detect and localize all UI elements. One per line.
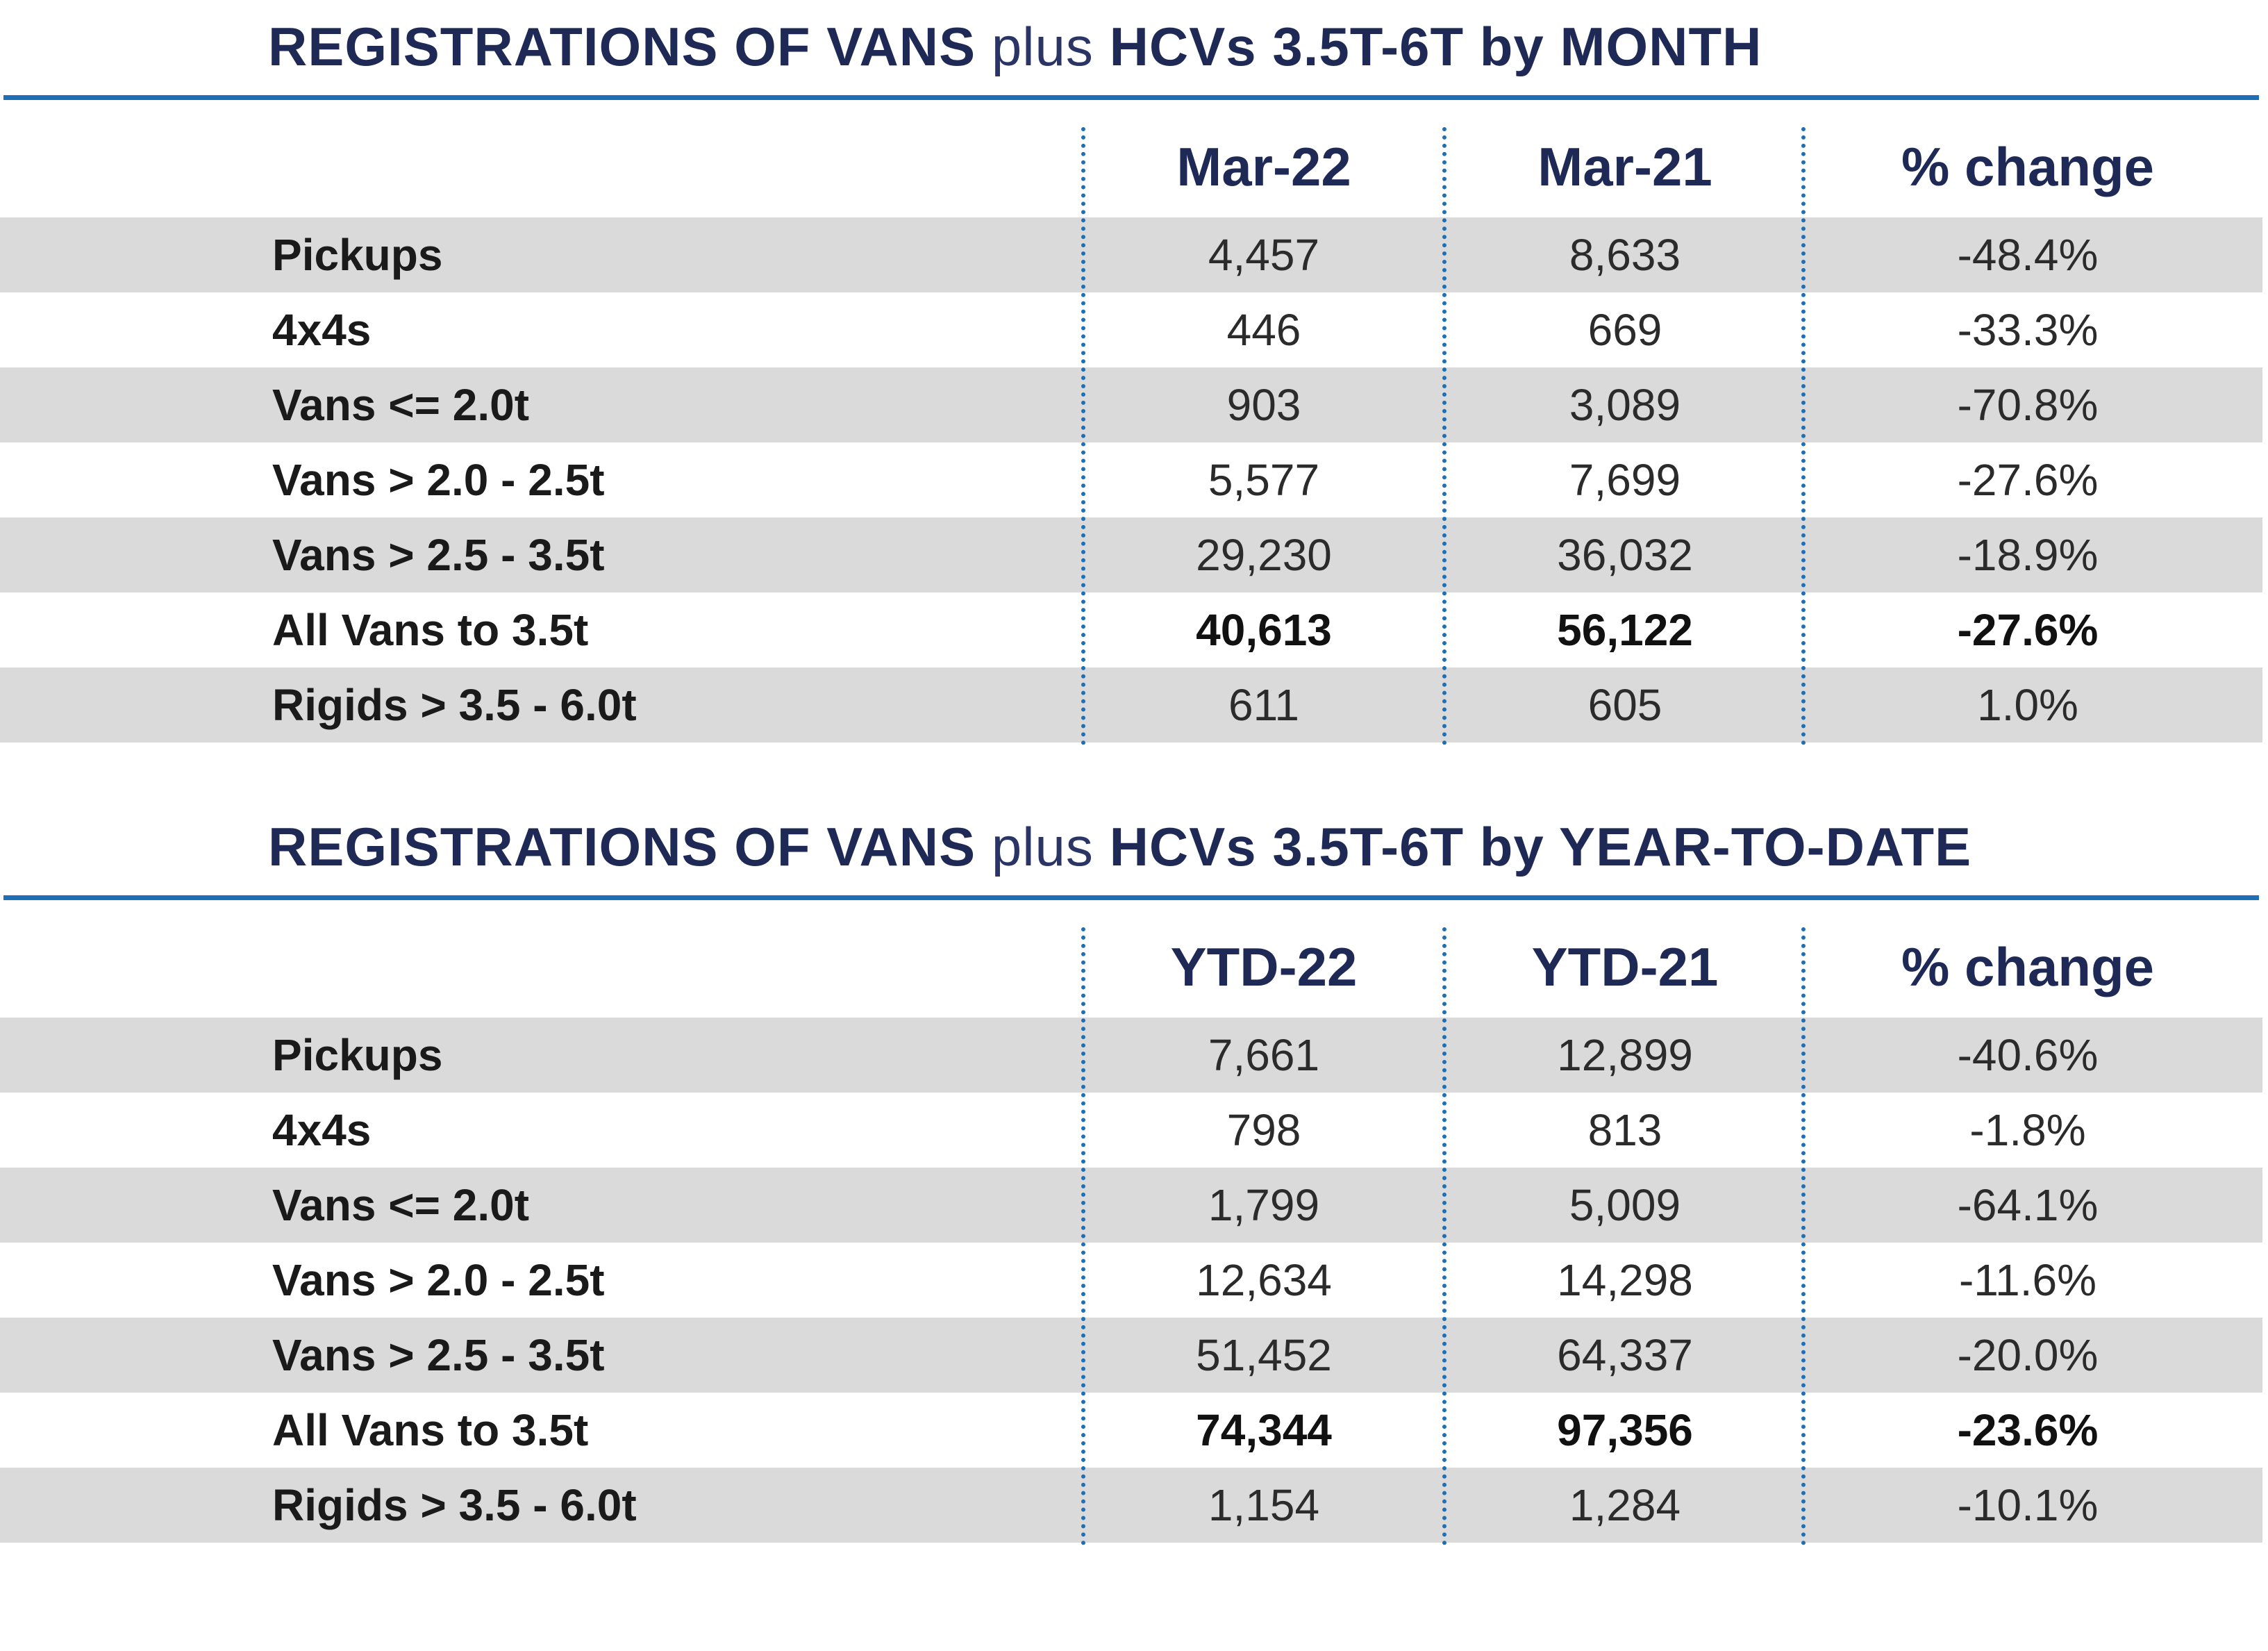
column-header-current: YTD-22 bbox=[1170, 936, 1358, 997]
value-previous: 3,089 bbox=[1569, 380, 1681, 430]
value-previous: 605 bbox=[1587, 680, 1662, 730]
value-change: 1.0% bbox=[1977, 680, 2078, 730]
column-divider bbox=[1442, 927, 1446, 1545]
value-current: 40,613 bbox=[1196, 605, 1332, 655]
value-previous: 12,899 bbox=[1557, 1030, 1693, 1080]
value-change: -11.6% bbox=[1958, 1255, 2097, 1305]
value-current: 611 bbox=[1228, 680, 1300, 730]
value-previous: 1,284 bbox=[1569, 1480, 1681, 1530]
value-change: -18.9% bbox=[1957, 530, 2099, 580]
table-row bbox=[0, 1468, 2262, 1543]
value-change: -27.6% bbox=[1957, 455, 2099, 505]
ytd-table-title bbox=[268, 815, 1971, 878]
row-label: Vans > 2.5 - 3.5t bbox=[272, 1330, 605, 1380]
value-previous: 813 bbox=[1587, 1105, 1662, 1155]
table-row bbox=[0, 442, 2262, 517]
value-current: 29,230 bbox=[1196, 530, 1332, 580]
value-previous: 36,032 bbox=[1557, 530, 1693, 580]
table-row bbox=[0, 367, 2262, 442]
value-previous: 64,337 bbox=[1557, 1330, 1693, 1380]
value-previous: 14,298 bbox=[1557, 1255, 1693, 1305]
title-underline bbox=[3, 895, 2259, 900]
value-change: -48.4% bbox=[1957, 230, 2099, 280]
value-current: 1,799 bbox=[1208, 1180, 1320, 1230]
table-total-row bbox=[0, 592, 2262, 667]
title-light-part: plus bbox=[991, 16, 1094, 77]
column-header-row bbox=[0, 918, 2268, 1015]
row-label: Vans <= 2.0t bbox=[272, 380, 530, 430]
column-divider bbox=[1081, 127, 1085, 745]
title-bold-part-1: REGISTRATIONS OF VANS bbox=[268, 16, 976, 77]
value-current: 12,634 bbox=[1196, 1255, 1332, 1305]
value-change: -33.3% bbox=[1957, 305, 2099, 355]
value-current: 51,452 bbox=[1196, 1330, 1332, 1380]
value-change: -20.0% bbox=[1957, 1330, 2099, 1380]
title-underline bbox=[3, 95, 2259, 100]
table-row bbox=[0, 667, 2262, 742]
table-row bbox=[0, 217, 2262, 292]
value-previous: 56,122 bbox=[1557, 605, 1693, 655]
row-label: Rigids > 3.5 - 6.0t bbox=[272, 680, 637, 730]
value-current: 7,661 bbox=[1208, 1030, 1320, 1080]
column-header-current: Mar-22 bbox=[1176, 136, 1351, 197]
column-header-change: % change bbox=[1901, 136, 2155, 197]
table-row bbox=[0, 292, 2262, 367]
value-current: 5,577 bbox=[1208, 455, 1320, 505]
row-label: Vans > 2.0 - 2.5t bbox=[272, 455, 605, 505]
value-current: 798 bbox=[1226, 1105, 1301, 1155]
table-row bbox=[0, 1093, 2262, 1168]
value-current: 1,154 bbox=[1208, 1480, 1320, 1530]
value-current: 903 bbox=[1226, 380, 1301, 430]
table-body bbox=[0, 217, 2268, 742]
column-divider bbox=[1081, 927, 1085, 1545]
title-bold-part-2: HCVs 3.5T-6T by YEAR-TO-DATE bbox=[1109, 816, 1972, 877]
value-change: -27.6% bbox=[1957, 605, 2099, 655]
column-header-previous: YTD-21 bbox=[1531, 936, 1719, 997]
row-label: All Vans to 3.5t bbox=[272, 1405, 589, 1455]
month-table-title bbox=[268, 15, 1762, 78]
column-header-row bbox=[0, 118, 2268, 215]
value-previous: 669 bbox=[1587, 305, 1662, 355]
table-row bbox=[0, 1318, 2262, 1393]
value-current: 74,344 bbox=[1196, 1405, 1332, 1455]
value-change: -1.8% bbox=[1969, 1105, 2086, 1155]
value-current: 446 bbox=[1226, 305, 1301, 355]
value-change: -23.6% bbox=[1957, 1405, 2099, 1455]
row-label: All Vans to 3.5t bbox=[272, 605, 589, 655]
title-bold-part-1: REGISTRATIONS OF VANS bbox=[268, 816, 976, 877]
value-previous: 97,356 bbox=[1557, 1405, 1693, 1455]
value-previous: 8,633 bbox=[1569, 230, 1681, 280]
value-previous: 5,009 bbox=[1569, 1180, 1681, 1230]
column-header-change: % change bbox=[1901, 936, 2155, 997]
table-row bbox=[0, 1243, 2262, 1318]
table-total-row bbox=[0, 1393, 2262, 1468]
row-label: 4x4s bbox=[272, 305, 372, 355]
value-change: -70.8% bbox=[1957, 380, 2099, 430]
table-row bbox=[0, 1168, 2262, 1243]
title-bold-part-2: HCVs 3.5T-6T by MONTH bbox=[1109, 16, 1762, 77]
row-label: Rigids > 3.5 - 6.0t bbox=[272, 1480, 637, 1530]
row-label: Vans > 2.0 - 2.5t bbox=[272, 1255, 605, 1305]
column-divider bbox=[1801, 927, 1806, 1545]
column-header-previous: Mar-21 bbox=[1537, 136, 1712, 197]
value-previous: 7,699 bbox=[1569, 455, 1681, 505]
column-divider bbox=[1801, 127, 1806, 745]
row-label: Pickups bbox=[272, 1030, 443, 1080]
table-body bbox=[0, 1018, 2268, 1543]
row-label: Pickups bbox=[272, 230, 443, 280]
row-label: 4x4s bbox=[272, 1105, 372, 1155]
column-divider bbox=[1442, 127, 1446, 745]
value-current: 4,457 bbox=[1208, 230, 1320, 280]
value-change: -10.1% bbox=[1957, 1480, 2099, 1530]
row-label: Vans <= 2.0t bbox=[272, 1180, 530, 1230]
value-change: -40.6% bbox=[1957, 1030, 2099, 1080]
title-light-part: plus bbox=[991, 816, 1094, 877]
table-row bbox=[0, 517, 2262, 592]
table-row bbox=[0, 1018, 2262, 1093]
value-change: -64.1% bbox=[1957, 1180, 2099, 1230]
row-label: Vans > 2.5 - 3.5t bbox=[272, 530, 605, 580]
